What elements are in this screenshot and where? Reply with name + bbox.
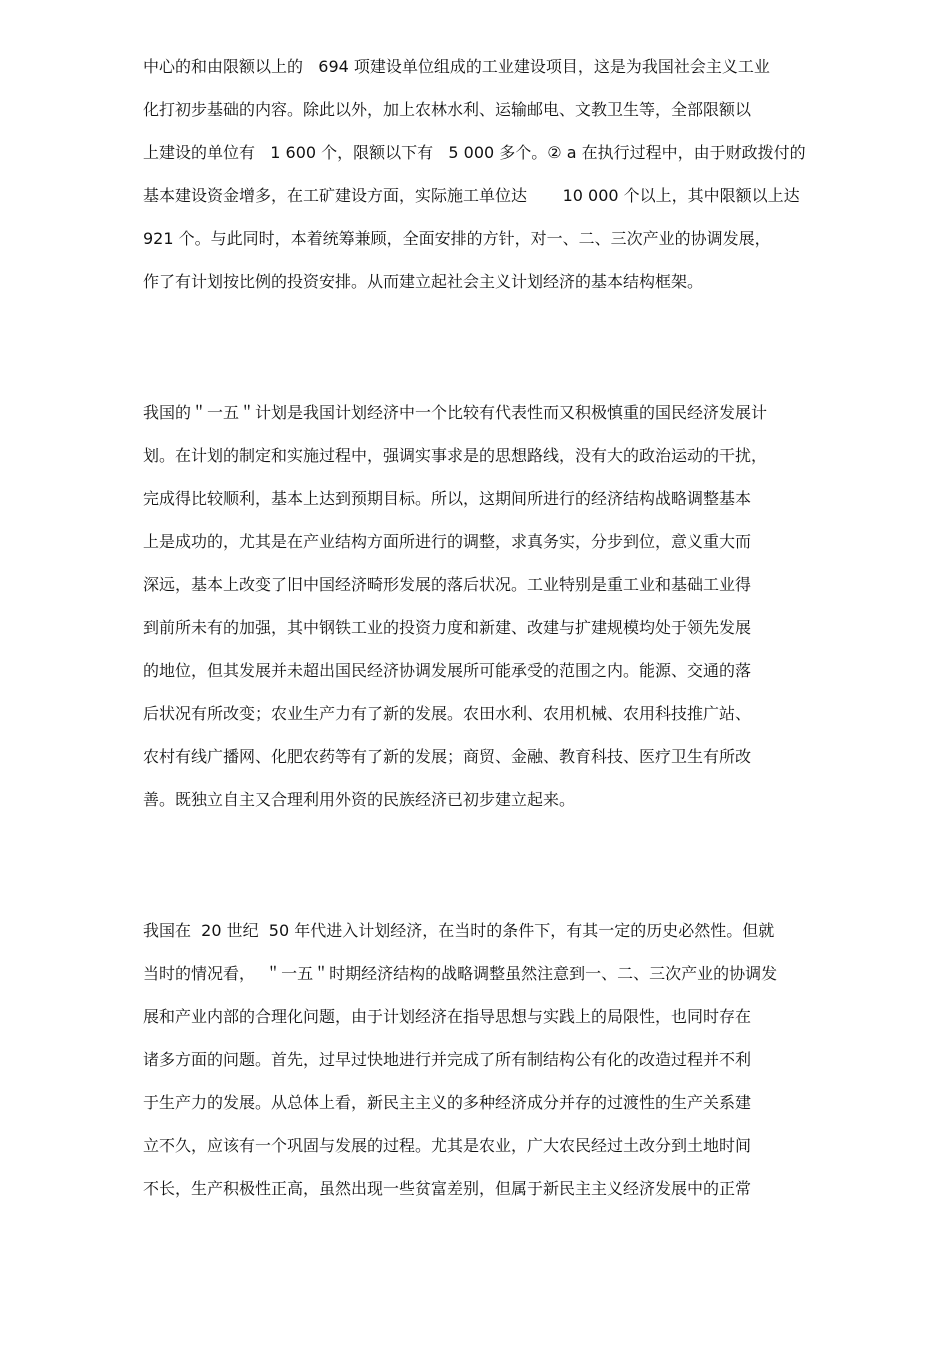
text-line: 上是成功的，尤其是在产业结构方面所进行的调整，求真务实，分步到位，意义重大而 [143,532,752,551]
text-line: 上建设的单位有 1 600 个，限额以下有 5 000 多个。② a 在执行过程中，由于财政拨付的 [143,143,806,162]
text-line: 诸多方面的问题。首先，过早过快地进行并完成了所有制结构公有化的改造过程并不利 [143,1050,752,1069]
text-line: 我国的＂一五＂计划是我国计划经济中一个比较有代表性而又积极慎重的国民经济发展计 [143,403,768,422]
text-line: 展和产业内部的合理化问题，由于计划经济在指导思想与实践上的局限性，也同时存在 [143,1007,752,1026]
text-line: 作了有计划按比例的投资安排。从而建立起社会主义计划经济的基本结构框架。 [143,272,704,291]
text-line: 不长，生产积极性正高，虽然出现一些贫富差别，但属于新民主主义经济发展中的正常 [143,1179,752,1198]
text-line: 的地位，但其发展并未超出国民经济协调发展所可能承受的范围之内。能源、交通的落 [143,661,752,680]
text-line: 我国在 20 世纪 50 年代进入计划经济，在当时的条件下，有其一定的历史必然性。但就 [143,921,775,940]
text-line: 立不久，应该有一个巩固与发展的过程。尤其是农业，广大农民经过土改分到土地时间 [143,1136,752,1155]
text-line: 后状况有所改变；农业生产力有了新的发展。农田水利、农用机械、农用科技推广站、 [143,704,752,723]
text-line: 善。既独立自主又合理利用外资的民族经济已初步建立起来。 [143,790,576,809]
text-line: 化打初步基础的内容。除此以外，加上农林水利、运输邮电、文教卫生等，全部限额以 [143,100,752,119]
text-line: 农村有线广播网、化肥农药等有了新的发展；商贸、金融、教育科技、医疗卫生有所改 [143,747,752,766]
text-line: 完成得比较顺利，基本上达到预期目标。所以，这期间所进行的经济结构战略调整基本 [143,489,752,508]
text-line: 到前所未有的加强，其中钢铁工业的投资力度和新建、改建与扩建规模均处于领先发展 [143,618,752,637]
text-line: 当时的情况看， ＂一五＂时期经济结构的战略调整虽然注意到一、二、三次产业的协调发 [143,964,778,983]
text-line: 划。在计划的制定和实施过程中，强调实事求是的思想路线，没有大的政治运动的干扰， [143,446,768,465]
text-line: 921 个。与此同时，本着统筹兼顾，全面安排的方针，对一、二、三次产业的协调发展， [143,229,771,248]
text-line: 于生产力的发展。从总体上看，新民主主义的多种经济成分并存的过渡性的生产关系建 [143,1093,752,1112]
text-line: 中心的和由限额以上的 694 项建设单位组成的工业建设项目，这是为我国社会主义工业 [143,57,770,76]
text-line: 基本建设资金增多，在工矿建设方面，实际施工单位达 10 000 个以上，其中限额以上达 [143,186,800,205]
text-line: 深远，基本上改变了旧中国经济畸形发展的落后状况。工业特别是重工业和基础工业得 [143,575,752,594]
